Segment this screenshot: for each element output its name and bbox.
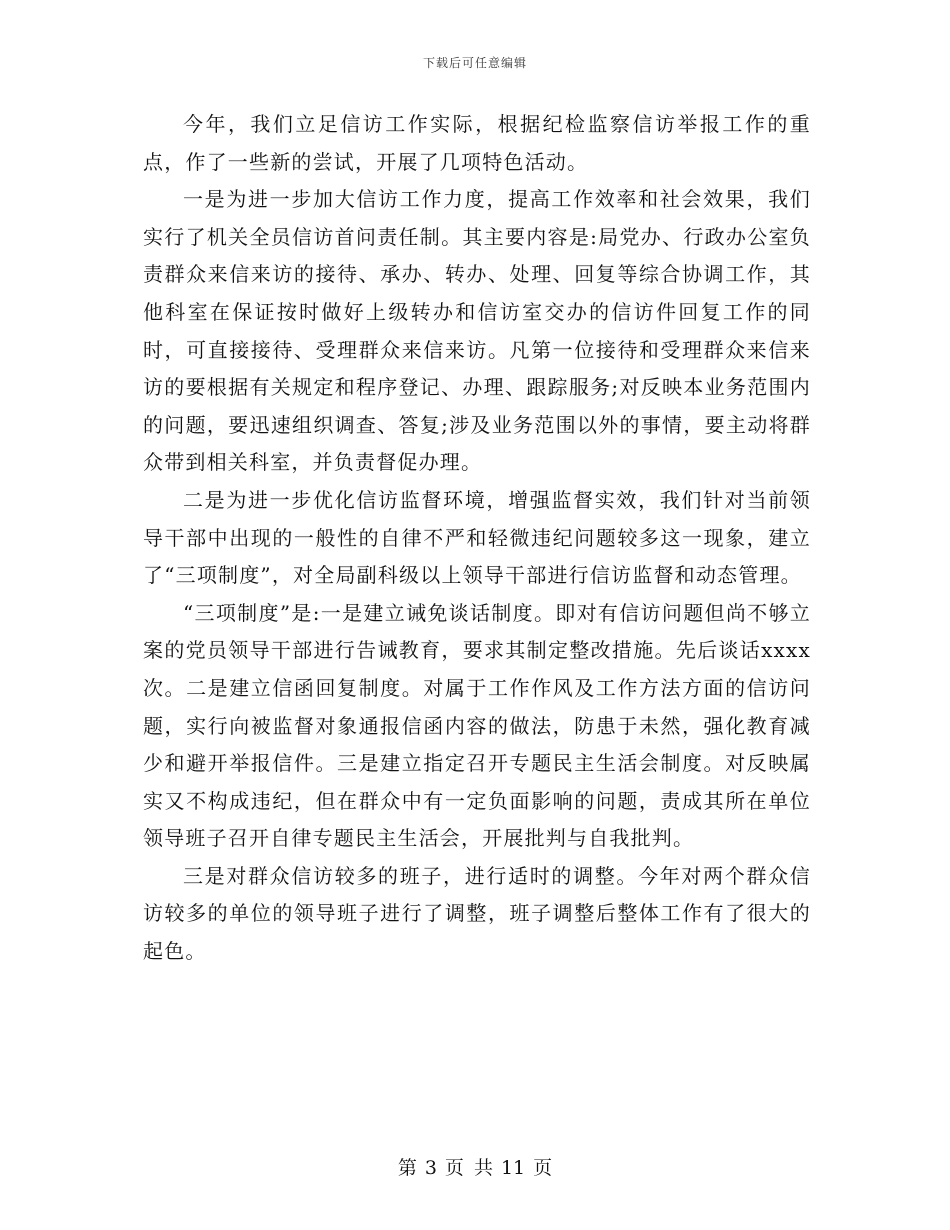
page-footer [0, 1153, 950, 1180]
paragraph-first-measure: 一是为进一步加大信访工作力度，提高工作效率和社会效果，我们实行了机关全员信访首问责任制。其主要内容是:局党办、行政办公室负责群众来信来访的接待、承办、转办、处理、回复等综合协调工作，其他科室在保证按时做好上级转办和信访室交办的信访件回复工作的同时，可直接接待、受理群众来信来访。凡第一位接待和受理群众来信来访的要根据有关规定和程序登记、办理、跟踪服务;对反映本业务范围内的问题，要迅速组织调查、答复;涉及业务范围以外的事情，要主动将群众带到相关科室，并负责督促办理。 [143, 187, 811, 475]
current-page-number: 3 [424, 1157, 437, 1179]
total-pages-number: 11 [500, 1157, 526, 1179]
footer-middle: 页 共 [444, 1157, 493, 1179]
paragraph-intro: 今年，我们立足信访工作实际，根据纪检监察信访举报工作的重点，作了一些新的尝试，开展了几项特色活动。 [143, 112, 811, 174]
document-body [143, 106, 811, 971]
paragraph-three-systems: “三项制度”是:一是建立诫免谈话制度。即对有信访问题但尚不够立案的党员领导干部进行告诫教育，要求其制定整改措施。先后谈话xxxx次。二是建立信函回复制度。对属于工作作风及工作方法方面的信访问题，实行向被监督对象通报信函内容的做法，防患于未然，强化教育减少和避开举报信件。三是建立指定召开专题民主生活会制度。对反映属实又不构成违纪，但在群众中有一定负面影响的问题，责成其所在单位领导班子召开自律专题民主生活会，开展批判与自我批判。 [143, 600, 811, 851]
paragraph-second-measure: 二是为进一步优化信访监督环境，增强监督实效，我们针对当前领导干部中出现的一般性的自律不严和轻微违纪问题较多这一现象，建立了“三项制度”，对全局副科级以上领导干部进行信访监督和动态管理。 [143, 487, 811, 588]
page-header: 下载后可任意编辑 [422, 56, 527, 70]
footer-suffix: 页 [533, 1157, 553, 1179]
paragraph-third-measure: 三是对群众信访较多的班子，进行适时的调整。今年对两个群众信访较多的单位的领导班子进行了调整，班子调整后整体工作有了很大的起色。 [143, 863, 811, 964]
footer-prefix: 第 [397, 1157, 417, 1179]
